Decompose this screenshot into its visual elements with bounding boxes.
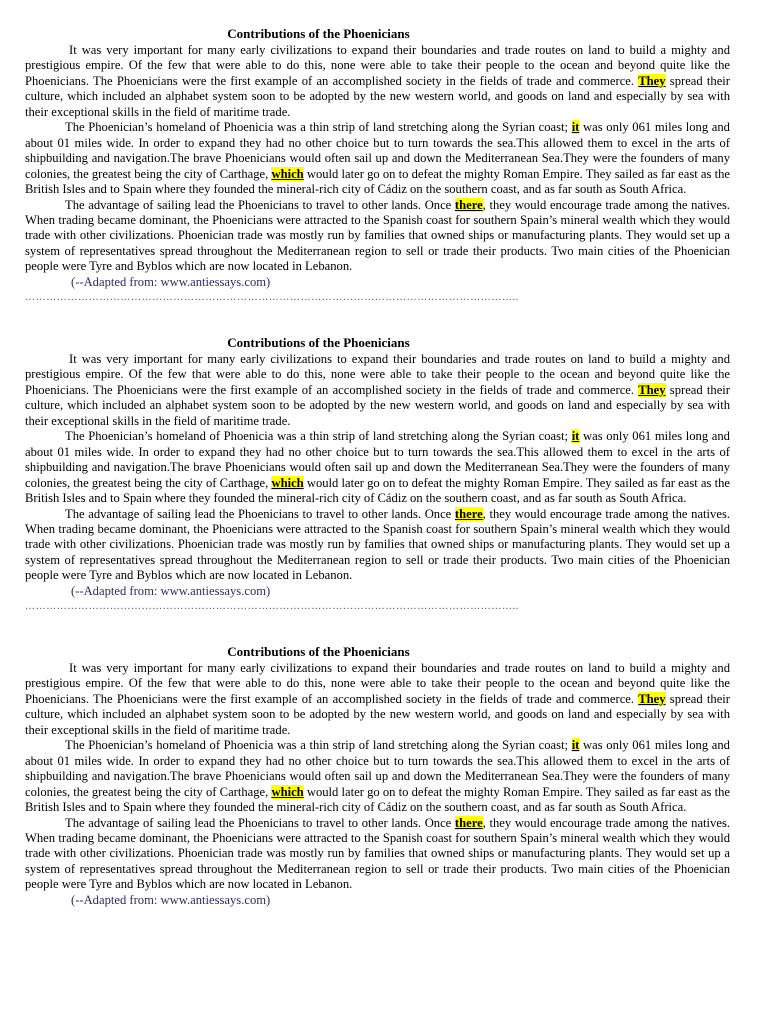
paragraph-text: It was very important for many early civilizations to expand their boundaries and trade routes on land to build a mighty and prestigious empire. Of the few that were able to do this, none were able to take their people to the ocean and beyond quite like the Phoenicians. The Phoenicians were the first example of an accomplished society in the fields of trade and commerce. (25, 352, 730, 397)
paragraph-text: The Phoenician’s homeland of Phoenicia was a thin strip of land stretching along the Syrian coast; (65, 429, 572, 444)
paragraph-2 (25, 429, 730, 506)
paragraph-text: was only 061 miles long and about 01 miles wide. In order to expand they had no other choice but to turn towards the sea.This allowed them to excel in the arts of shipbuilding and navigation.The brave Phoenicians would often sail up and down the Mediterranean Sea.They were the founders of many colonies, the greatest being the city of Carthage, (25, 120, 730, 181)
paragraph-text: It was very important for many early civilizations to expand their boundaries and trade routes on land to build a mighty and prestigious empire. Of the few that were able to do this, none were able to take their people to the ocean and beyond quite like the Phoenicians. The Phoenicians were the first example of an accomplished society in the fields of trade and commerce. (25, 661, 730, 706)
paragraph-2 (25, 120, 730, 197)
dotted-divider: ………………………………………………………………………………………………………………………….. (25, 292, 519, 303)
paragraph-text: The advantage of sailing lead the Phoenicians to travel to other lands. Once (65, 506, 455, 521)
highlighted-word-it: it (571, 429, 580, 444)
paragraph-3 (25, 507, 730, 584)
source-citation: (--Adapted from: www.antiessays.com) (71, 892, 271, 907)
source-citation: (--Adapted from: www.antiessays.com) (71, 274, 271, 289)
paragraph-text: spread their culture, which included an alphabet system soon to be adopted by the new western world, and goods on land and especially by sea with their exceptional skills in the field of maritime trade. (25, 382, 730, 428)
paragraph-3 (25, 198, 730, 275)
paragraph-text: It was very important for many early civilizations to expand their boundaries and trade routes on land to build a mighty and prestigious empire. Of the few that were able to do this, none were able to take their people to the ocean and beyond quite like the Phoenicians. The Phoenicians were the first example of an accomplished society in the fields of trade and commerce. (25, 43, 730, 88)
highlighted-word-which: which (271, 784, 304, 799)
highlighted-word-there: there (454, 197, 483, 212)
highlighted-word-there: there (454, 815, 483, 830)
highlighted-word-which: which (271, 166, 304, 181)
passage-title: Contributions of the Phoenicians (227, 644, 410, 659)
paragraph-text: The Phoenician’s homeland of Phoenicia was a thin strip of land stretching along the Syrian coast; (65, 738, 572, 753)
paragraph-1 (25, 43, 730, 120)
highlighted-word-they: They (638, 382, 666, 397)
paragraph-text: would later go on to defeat the mighty Roman Empire. They sailed as far east as the British Isles and to Spain where they founded the mineral-rich city of Cádiz on the southern coast, and as far south as South Africa. (25, 475, 730, 506)
passage-copy-1 (25, 26, 730, 335)
paragraph-text: was only 061 miles long and about 01 miles wide. In order to expand they had no other choice but to turn towards the sea.This allowed them to excel in the arts of shipbuilding and navigation.The brave Phoenicians would often sail up and down the Mediterranean Sea.They were the founders of many colonies, the greatest being the city of Carthage, (25, 738, 730, 799)
paragraph-text: , they would encourage trade among the natives. When trading became dominant, the Phoenicians were attracted to the Spanish coast for southern Spain’s mineral wealth which they would trade with other civilizations. Phoenician trade was mostly run by families that owned ships or manufacturing plants. They would set up a system of representatives spread throughout the Mediterranean region to sell or trade their products. Two main cities of the Phoenician people were Tyre and Byblos which are now located in Lebanon. (25, 506, 730, 583)
paragraph-text: The advantage of sailing lead the Phoenicians to travel to other lands. Once (65, 815, 455, 830)
passage-copy-2 (25, 335, 730, 644)
highlighted-word-they: They (638, 691, 666, 706)
highlighted-word-it: it (571, 120, 580, 135)
paragraph-text: The Phoenician’s homeland of Phoenicia was a thin strip of land stretching along the Syrian coast; (65, 120, 572, 135)
paragraph-text: spread their culture, which included an alphabet system soon to be adopted by the new western world, and goods on land and especially by sea with their exceptional skills in the field of maritime trade. (25, 73, 730, 119)
passage-title: Contributions of the Phoenicians (227, 26, 410, 41)
source-citation: (--Adapted from: www.antiessays.com) (71, 583, 271, 598)
paragraph-text: would later go on to defeat the mighty Roman Empire. They sailed as far east as the British Isles and to Spain where they founded the mineral-rich city of Cádiz on the southern coast, and as far south as South Africa. (25, 784, 730, 815)
paragraph-1 (25, 352, 730, 429)
paragraph-text: , they would encourage trade among the natives. When trading became dominant, the Phoenicians were attracted to the Spanish coast for southern Spain’s mineral wealth which they would trade with other civilizations. Phoenician trade was mostly run by families that owned ships or manufacturing plants. They would set up a system of representatives spread throughout the Mediterranean region to sell or trade their products. Two main cities of the Phoenician people were Tyre and Byblos which are now located in Lebanon. (25, 197, 730, 274)
paragraph-text: was only 061 miles long and about 01 miles wide. In order to expand they had no other choice but to turn towards the sea.This allowed them to excel in the arts of shipbuilding and navigation.The brave Phoenicians would often sail up and down the Mediterranean Sea.They were the founders of many colonies, the greatest being the city of Carthage, (25, 429, 730, 490)
highlighted-word-it: it (571, 738, 580, 753)
worksheet-page (25, 26, 730, 953)
paragraph-text: , they would encourage trade among the natives. When trading became dominant, the Phoenicians were attracted to the Spanish coast for southern Spain’s mineral wealth which they would trade with other civilizations. Phoenician trade was mostly run by families that owned ships or manufacturing plants. They would set up a system of representatives spread throughout the Mediterranean region to sell or trade their products. Two main cities of the Phoenician people were Tyre and Byblos which are now located in Lebanon. (25, 815, 730, 892)
highlighted-word-there: there (454, 506, 483, 521)
paragraph-text: spread their culture, which included an alphabet system soon to be adopted by the new western world, and goods on land and especially by sea with their exceptional skills in the field of maritime trade. (25, 691, 730, 737)
paragraph-3 (25, 816, 730, 893)
passage-copy-3 (25, 644, 730, 953)
highlighted-word-which: which (271, 475, 304, 490)
paragraph-1 (25, 661, 730, 738)
passage-title: Contributions of the Phoenicians (227, 335, 410, 350)
paragraph-text: The advantage of sailing lead the Phoenicians to travel to other lands. Once (65, 197, 455, 212)
highlighted-word-they: They (638, 73, 666, 88)
paragraph-2 (25, 738, 730, 815)
dotted-divider: ………………………………………………………………………………………………………………………….. (25, 601, 519, 612)
paragraph-text: would later go on to defeat the mighty Roman Empire. They sailed as far east as the British Isles and to Spain where they founded the mineral-rich city of Cádiz on the southern coast, and as far south as South Africa. (25, 166, 730, 197)
